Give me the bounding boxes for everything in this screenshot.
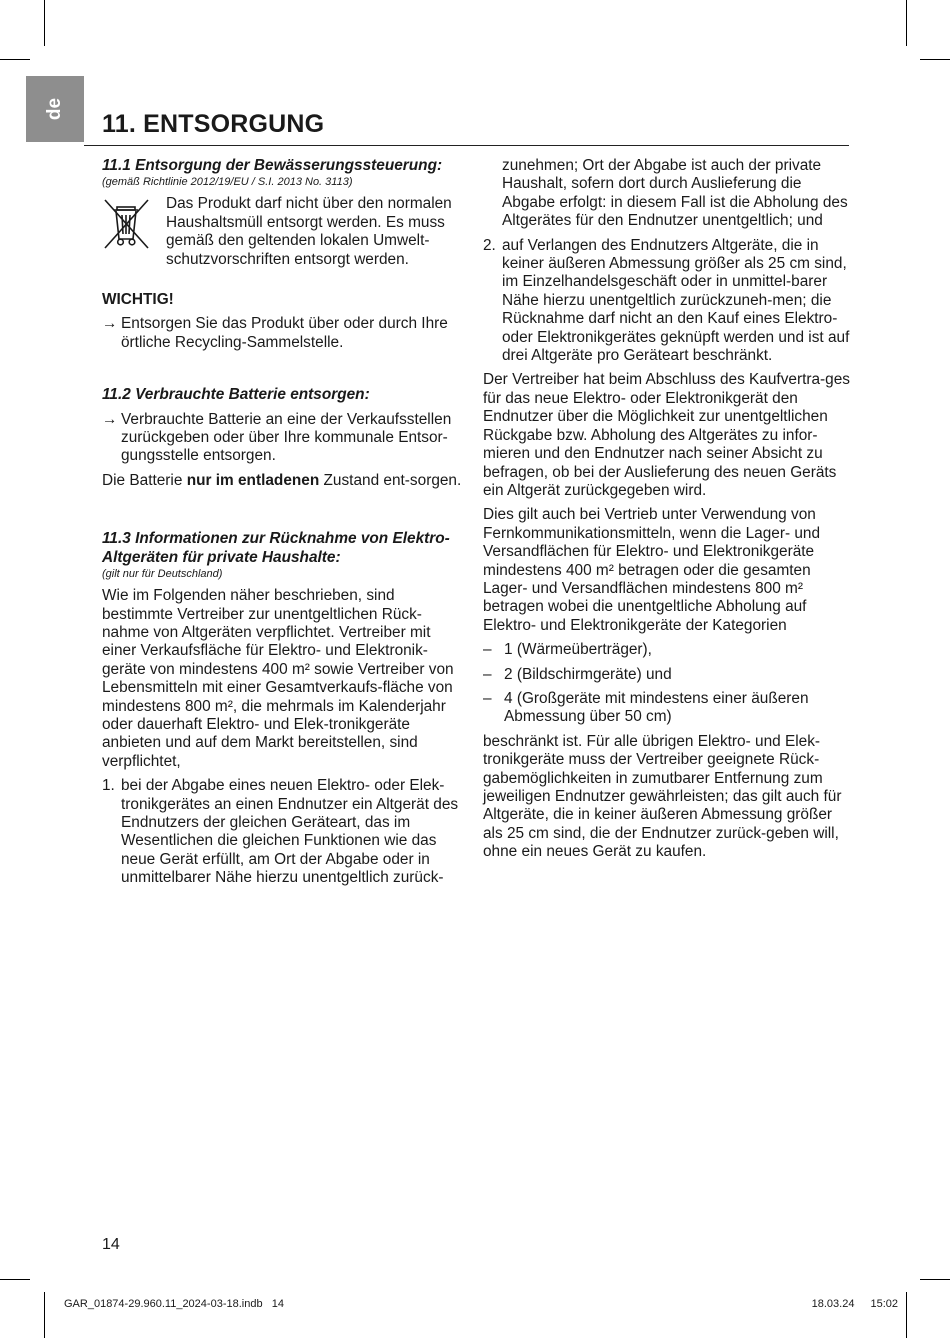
list-item [483, 237, 853, 366]
warning-label: WICHTIG! [102, 291, 174, 309]
print-time: 15:02 [870, 1298, 898, 1310]
category-4: 4 (Großgeräte mit mindestens einer äußeren Abmessung über 50 cm) [504, 689, 809, 726]
crop-mark [44, 1292, 45, 1338]
dash-bullet: – [483, 689, 492, 707]
arrow-icon: → [102, 410, 118, 428]
section-11-3-note: (gilt nur für Deutschland) [102, 568, 223, 581]
print-file-slug: GAR_01874-29.960.11_2024-03-18.indb 14 [64, 1298, 284, 1310]
print-date: 18.03.24 [811, 1298, 855, 1310]
list-number: 1. [102, 777, 115, 795]
weee-text: Das Produkt darf nicht über den normalen Haushaltsmüll entsorgt werden. Es muss gemäß den geltenden lokalen Umwelt-schutzvorschriften entsorgt werden. [166, 195, 452, 268]
paragraph: Dies gilt auch bei Vertrieb unter Verwendung von Fernkommunikationsmitteln, wenn die Lager- und Versandflächen für Elektro- und Elektronikgeräte mindestens 400 m² betragen oder die gesamten Lager- und Versandflächen mindestens 800 m² betragen wobei die unentgeltliche Abholung auf Elektro- und Elektronikgeräte der Kategorien [483, 506, 821, 634]
paragraph: Der Vertreiber hat beim Abschluss des Kaufvertra-ges für das neue Elektro- oder Elektronikgerät den Endnutzer über die Möglichkeit zur unentgeltlichen Rückgabe bzw. Abholung des Altgerätes zu infor-mieren und den Endnutzer nach seiner Absicht zu befragen, ob bei der Auslieferung des neuen Geräts ein Altgerät zurückgegeben wird. [483, 371, 850, 499]
list-item [102, 777, 468, 887]
dash-bullet: – [483, 641, 492, 659]
arrow-icon: → [102, 315, 118, 333]
right-column [483, 157, 853, 868]
list-item-2-text: auf Verlangen des Endnutzers Altgeräte, die in keiner äußeren Abmessung größer als 25 cm sind, im Einzelhandelsgeschäft oder in unmittel-barer Nähe hierzu unentgeltlich zurückzuneh-men; die Rücknahme darf nicht an den Kauf eines Elektro- oder Elektronikgerätes geknüpft werden und ist auf drei Altgeräte pro Geräteart beschränkt. [502, 236, 850, 365]
battery-item-text: Verbrauchte Batterie an eine der Verkaufsstellen zurückgeben oder über Ihre kommunale Entsor-gungsstelle entsorgen. [121, 410, 452, 465]
dash-bullet: – [483, 665, 492, 683]
section-11-2-heading: 11.2 Verbrauchte Batterie entsorgen: [102, 386, 370, 404]
crossed-out-wheelie-bin-icon [102, 195, 166, 275]
battery-paragraph-post: Zustand ent-sorgen. [319, 471, 462, 489]
crop-mark [0, 1279, 30, 1280]
list-item-1-text: bei der Abgabe eines neuen Elektro- oder Elek-tronikgerätes an einen Endnutzer ein Altgerät des Endnutzers der gleichen Geräteart, das im Wesentlichen die gleichen Funktionen wie das neue Gerät erfüllt, am Ort der Abgabe oder in unmittelbarer Nähe hierzu unentgeltlich zurück- [121, 777, 459, 887]
weee-block [102, 195, 468, 275]
battery-paragraph [102, 472, 468, 490]
crop-mark [0, 59, 30, 60]
section-11-3-heading: 11.3 Informationen zur Rücknahme von Elektro-Altgeräten für private Haushalte: [102, 530, 450, 566]
list-item-1-continuation: zunehmen; Ort der Abgabe ist auch der private Haushalt, sofern dort durch Auslieferung die Abgabe erfolgt: in diesem Fall ist die Abholung des Altgerätes für den Endnutzer unentgeltlich; und [502, 157, 848, 230]
section-11-3-intro: Wie im Folgenden näher beschrieben, sind bestimmte Vertreiber zur unentgeltlichen Rück-nahme von Altgeräten verpflichtet. Vertreiber mit einer Verkaufsfläche für Elektro- und Elektronik-geräte von mindestens 400 m² sowie Vertreiber von Lebensmitteln mit einer Gesamtverkaufs-fläche von mindestens 800 m², die mehrmals im Kalenderjahr oder dauerhaft Elektro- und Elek-tronikgeräte anbieten und auf dem Markt bereitstellen, sind verpflichtet, [102, 587, 454, 770]
battery-paragraph-pre: Die Batterie [102, 471, 187, 489]
list-item [483, 690, 853, 727]
list-number: 2. [483, 236, 496, 254]
crop-mark [906, 0, 907, 46]
page-title: 11. ENTSORGUNG [102, 110, 325, 138]
left-column [102, 157, 468, 894]
warning-item-text: Entsorgen Sie das Produkt über oder durch Ihre örtliche Recycling-Sammelstelle. [121, 315, 448, 351]
section-11-1-heading: 11.1 Entsorgung der Bewässerungssteuerung: [102, 157, 443, 174]
print-timestamp [796, 1298, 898, 1310]
list-item [102, 315, 468, 352]
category-2: 2 (Bildschirmgeräte) und [504, 665, 672, 683]
battery-paragraph-bold: nur im entladenen [186, 471, 320, 489]
page-number: 14 [102, 1236, 120, 1253]
title-divider [84, 145, 849, 146]
crop-mark [44, 0, 45, 46]
list-item [483, 666, 853, 684]
section-11-1-note: (gemäß Richtlinie 2012/19/EU / S.I. 2013 No. 3113) [102, 176, 353, 189]
language-tab [26, 76, 84, 142]
language-tab-label: de [44, 97, 65, 121]
list-item [102, 411, 468, 466]
crop-mark [920, 1279, 950, 1280]
crop-mark [906, 1292, 907, 1338]
crop-mark [920, 59, 950, 60]
list-item [483, 641, 853, 659]
paragraph: beschränkt ist. Für alle übrigen Elektro- und Elek-tronikgeräte muss der Vertreiber geeignete Rück-gabemöglichkeiten in zumutbarer Entfernung zum jeweiligen Endnutzer gewährleisten; das gilt auch für Altgeräte, die in keiner äußeren Abmessung größer als 25 cm sind, die der Endnutzer zurück-geben will, ohne ein neues Gerät zu kaufen. [483, 732, 842, 861]
category-1: 1 (Wärmeüberträger), [504, 641, 652, 659]
